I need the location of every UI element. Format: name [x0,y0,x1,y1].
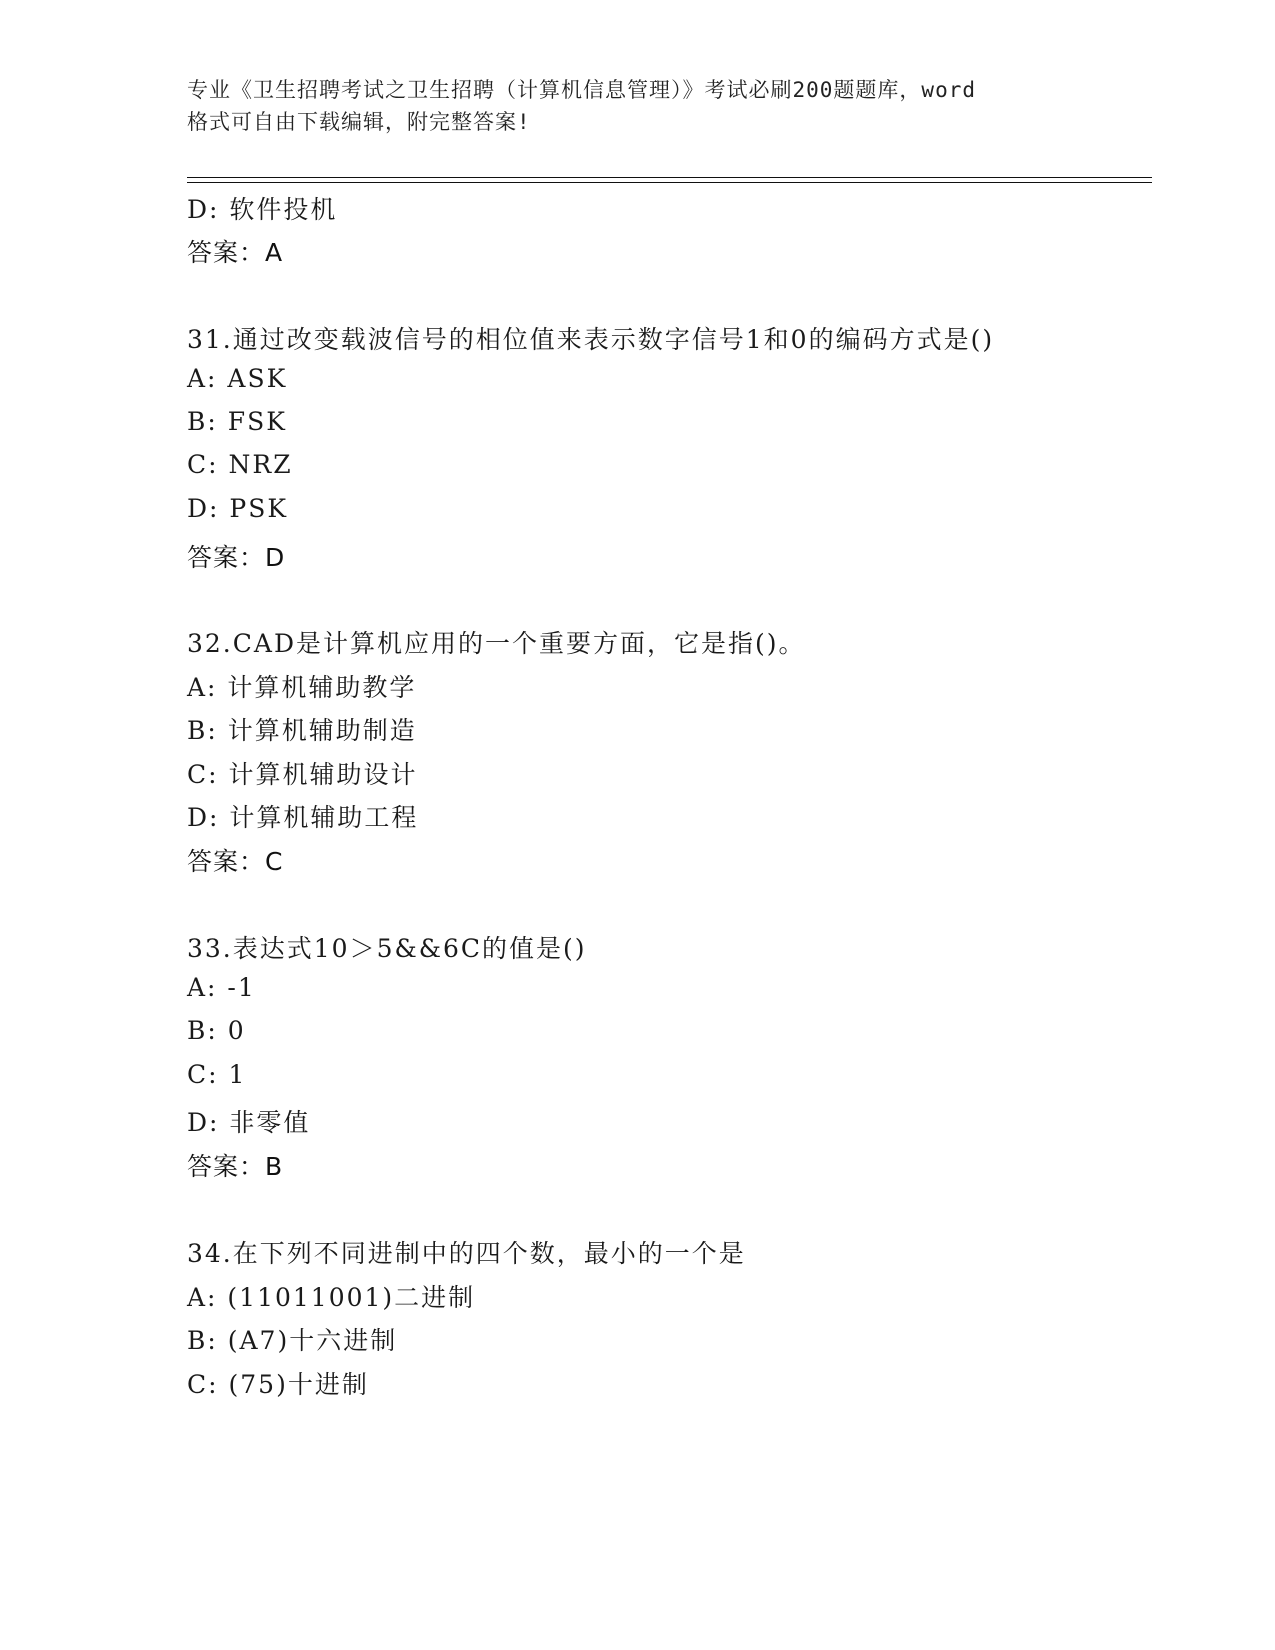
question-33-option-b: B: 0 [187,1016,246,1045]
header-line-1: 专业《卫生招聘考试之卫生招聘（计算机信息管理）》考试必刷200题题库，word [187,78,976,102]
question-31-option-c: C: NRZ [187,450,293,479]
question-32-option-c: C: 计算机辅助设计 [187,760,418,789]
header-divider-top [187,177,1152,178]
question-31-option-d: D: PSK [187,494,289,523]
question-33-stem: 33.表达式10＞5&&6C的值是() [187,934,587,963]
prev-answer: 答案：A [187,238,284,267]
question-33-option-c: C: 1 [187,1060,247,1089]
question-33-option-a: A: -1 [187,973,256,1002]
question-32-option-b: B: 计算机辅助制造 [187,716,417,745]
question-31-option-b: B: FSK [187,407,287,436]
question-31-option-a: A: ASK [187,364,288,393]
question-34-option-a: A: (11011001)二进制 [187,1283,476,1312]
question-31-answer: 答案：D [187,543,286,572]
prev-option-d: D: 软件投机 [187,195,338,224]
document-header [187,74,1087,138]
question-34-option-c: C: (75)十进制 [187,1370,369,1399]
header-line-2: 格式可自由下载编辑，附完整答案! [187,110,531,134]
question-34-option-b: B: (A7)十六进制 [187,1326,398,1355]
question-33-answer: 答案：B [187,1152,284,1181]
question-33-option-d: D: 非零值 [187,1108,311,1137]
question-31-stem: 31.通过改变载波信号的相位值来表示数字信号1和0的编码方式是() [187,325,995,354]
header-divider-bottom [187,182,1152,183]
question-32-option-a: A: 计算机辅助教学 [187,673,417,702]
question-32-answer: 答案：C [187,847,284,876]
question-32-option-d: D: 计算机辅助工程 [187,803,419,832]
question-34-stem: 34.在下列不同进制中的四个数，最小的一个是 [187,1239,746,1268]
question-32-stem: 32.CAD是计算机应用的一个重要方面，它是指()。 [187,629,806,658]
